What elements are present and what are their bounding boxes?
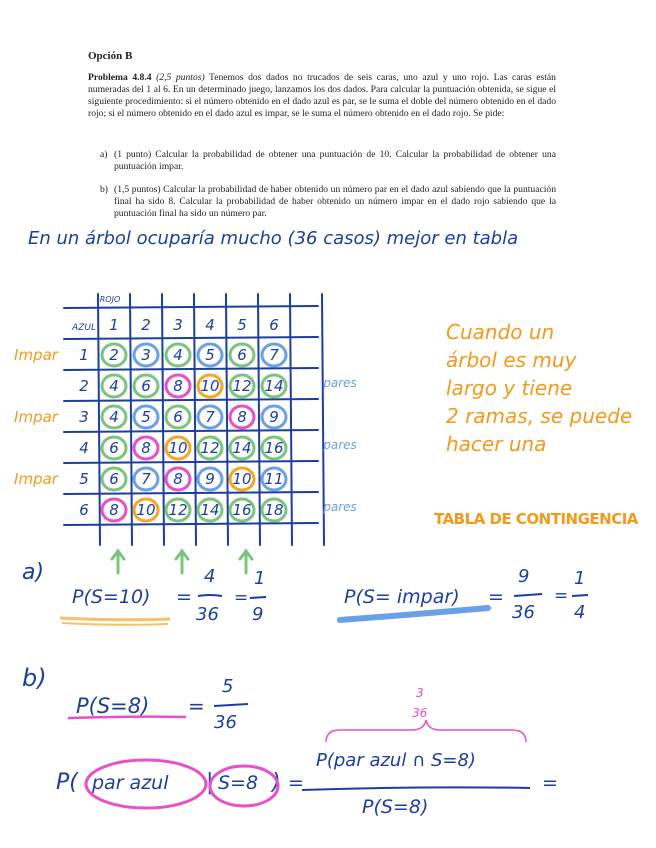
corner-left-label: AZUL (72, 323, 96, 333)
answer-a2-den2: 4 (574, 602, 586, 623)
side-note-line: árbol es muy (446, 348, 577, 372)
answer-b1-num: 5 (222, 676, 234, 697)
highlight-circle (86, 760, 206, 808)
side-note-caps: TABLA DE CONTINGENCIA (434, 510, 638, 528)
answer-b2-lhs-open: P( (56, 770, 78, 795)
answer-b2-lhs-close: ) (272, 770, 281, 795)
table-cell: 12 (232, 377, 252, 395)
row-header: 3 (79, 408, 89, 426)
right-tag: pares (323, 376, 357, 390)
col-header: 3 (173, 316, 183, 334)
col-header: 6 (269, 316, 279, 334)
table-cell: 6 (141, 377, 151, 395)
table-cell: 5 (141, 408, 151, 426)
part-a-text: (1 punto) Calcular la probabilidad de obtener una puntuación de 10. Calcular la probabilidad de obtener una puntuación impar. (114, 149, 556, 173)
fraction-bar (572, 595, 588, 596)
table-cell: 2 (109, 346, 119, 364)
highlight-underline (68, 717, 186, 718)
table-cell: 5 (205, 346, 215, 364)
highlight-circle (210, 766, 278, 806)
col-header: 1 (109, 316, 119, 334)
answer-b1-den: 36 (214, 712, 237, 733)
answer-a1-eq: = (176, 586, 192, 608)
table-cell: 12 (168, 501, 188, 519)
row-header: 2 (79, 377, 89, 395)
answer-b2-num: P(par azul ∩ S=8) (316, 750, 476, 771)
corner-top-label: ROJO (99, 295, 121, 304)
table-cell: 10 (168, 439, 188, 457)
answer-a1-den2: 9 (252, 604, 264, 625)
answer-a1-eq2: = (234, 588, 249, 608)
table-cell: 8 (237, 408, 247, 426)
answer-b2-den: P(S=8) (362, 796, 429, 818)
brace (326, 720, 526, 742)
row-tag: Impar (14, 346, 58, 364)
answer-a1-num: 4 (204, 566, 216, 587)
table-cell: 8 (109, 501, 119, 519)
table-cell: 9 (269, 408, 279, 426)
answer-b1-lhs: P(S=8) (76, 694, 150, 718)
right-tag: pares (323, 500, 357, 514)
row-header: 5 (79, 470, 89, 488)
side-note-line: Cuando un (446, 320, 555, 344)
table-cell: 4 (173, 346, 183, 364)
table-cell: 6 (173, 408, 183, 426)
answer-a2-den: 36 (512, 602, 535, 623)
answer-b2-eq: = (288, 772, 304, 794)
answer-b2-lhs-cond: S=8 (218, 772, 259, 794)
answer-a1-lhs: P(S=10) (72, 586, 151, 608)
problem-points: (2,5 puntos) (156, 72, 205, 83)
fraction-bar (302, 787, 530, 790)
table-cell: 10 (136, 501, 156, 519)
table-cell: 11 (264, 470, 284, 488)
part-b-label: b) (100, 184, 108, 195)
answer-a2-num2: 1 (574, 568, 586, 589)
table-cell: 6 (237, 346, 247, 364)
answer-a1-num2: 1 (254, 568, 266, 589)
table-cell: 8 (173, 377, 183, 395)
problem-text: Tenemos dos dados no trucados de seis caras, uno azul y uno rojo. Las caras están numeradas del 1 al 6. En un determinado juego, lanzamos los dos dados. Para calcular la puntuación obtenida, se sigue el siguiente procedimiento: si el número obtenido en el dado azul es par, se le suma el doble del número obtenido en el dado rojo; si el número obtenido en el dado azul es impar, se le suma el número obtenido en el dado rojo. Se pide: (88, 72, 556, 120)
answer-a-label: a) (22, 560, 45, 585)
table-cell: 16 (264, 439, 284, 457)
row-tag: Impar (14, 408, 58, 426)
answer-a2-lhs: P(S= impar) (344, 586, 460, 608)
table-cell: 7 (141, 470, 151, 488)
col-header: 5 (237, 316, 247, 334)
table-cell: 14 (264, 377, 284, 395)
side-note-line: hacer una (446, 432, 547, 456)
side-note-line: 2 ramas, se puede (446, 404, 633, 428)
fraction-bar (250, 597, 266, 598)
table-cell: 6 (109, 470, 119, 488)
brace-den: 36 (412, 706, 428, 720)
part-b-text: (1,5 puntos) Calcular la probabilidad de haber obtenido un número par en el dado azul sabiendo que la puntuación final ha sido 8. Calcular la probabilidad de haber obtenido un número impar en el dado rojo sabiendo que la puntuación final ha sido un número par. (114, 184, 556, 220)
answer-b2-eq2: = (542, 772, 558, 794)
answer-a2-num: 9 (518, 566, 530, 587)
answer-b2-lhs-event: par azul (92, 772, 169, 794)
brace-num: 3 (416, 686, 424, 700)
table-cell: 3 (141, 346, 151, 364)
fraction-bar (214, 704, 248, 706)
table-cell: 4 (109, 408, 119, 426)
fraction-bar (198, 595, 222, 596)
table-cell: 12 (200, 439, 220, 457)
answer-a2-eq: = (488, 586, 504, 608)
answer-a1-den: 36 (196, 604, 219, 625)
highlight-underline (60, 618, 170, 620)
table-cell: 9 (205, 470, 215, 488)
right-tag: pares (323, 438, 357, 452)
row-tag: Impar (14, 470, 58, 488)
table-cell: 8 (141, 439, 151, 457)
col-header: 2 (141, 316, 151, 334)
side-note-line: largo y tiene (446, 376, 573, 400)
table-cell: 16 (232, 501, 252, 519)
answer-b1-eq: = (188, 694, 205, 718)
table-cell: 6 (109, 439, 119, 457)
row-header: 4 (79, 439, 89, 457)
table-cell: 10 (200, 377, 220, 395)
row-header: 1 (79, 346, 89, 364)
option-heading: Opción B (88, 50, 133, 62)
table-cell: 4 (109, 377, 119, 395)
answer-a2-eq2: = (554, 586, 569, 606)
handwritten-intro: En un árbol ocuparía mucho (36 casos) mejor en tabla (28, 228, 519, 249)
col-header: 4 (205, 316, 215, 334)
table-cell: 18 (264, 501, 284, 519)
part-a-label: a) (100, 149, 108, 160)
table-cell: 7 (269, 346, 279, 364)
table-cell: 14 (232, 439, 252, 457)
table-cell: 10 (232, 470, 252, 488)
table-cell: 14 (200, 501, 220, 519)
problem-number: Problema 4.8.4 (88, 72, 152, 83)
answer-b-label: b) (22, 664, 47, 692)
fraction-bar (514, 594, 542, 596)
answer-b2-lhs-bar: | (206, 770, 214, 795)
highlight-underline (62, 623, 168, 625)
row-header: 6 (79, 501, 89, 519)
highlight-underline (340, 608, 488, 620)
table-cell: 7 (205, 408, 215, 426)
table-cell: 8 (173, 470, 183, 488)
